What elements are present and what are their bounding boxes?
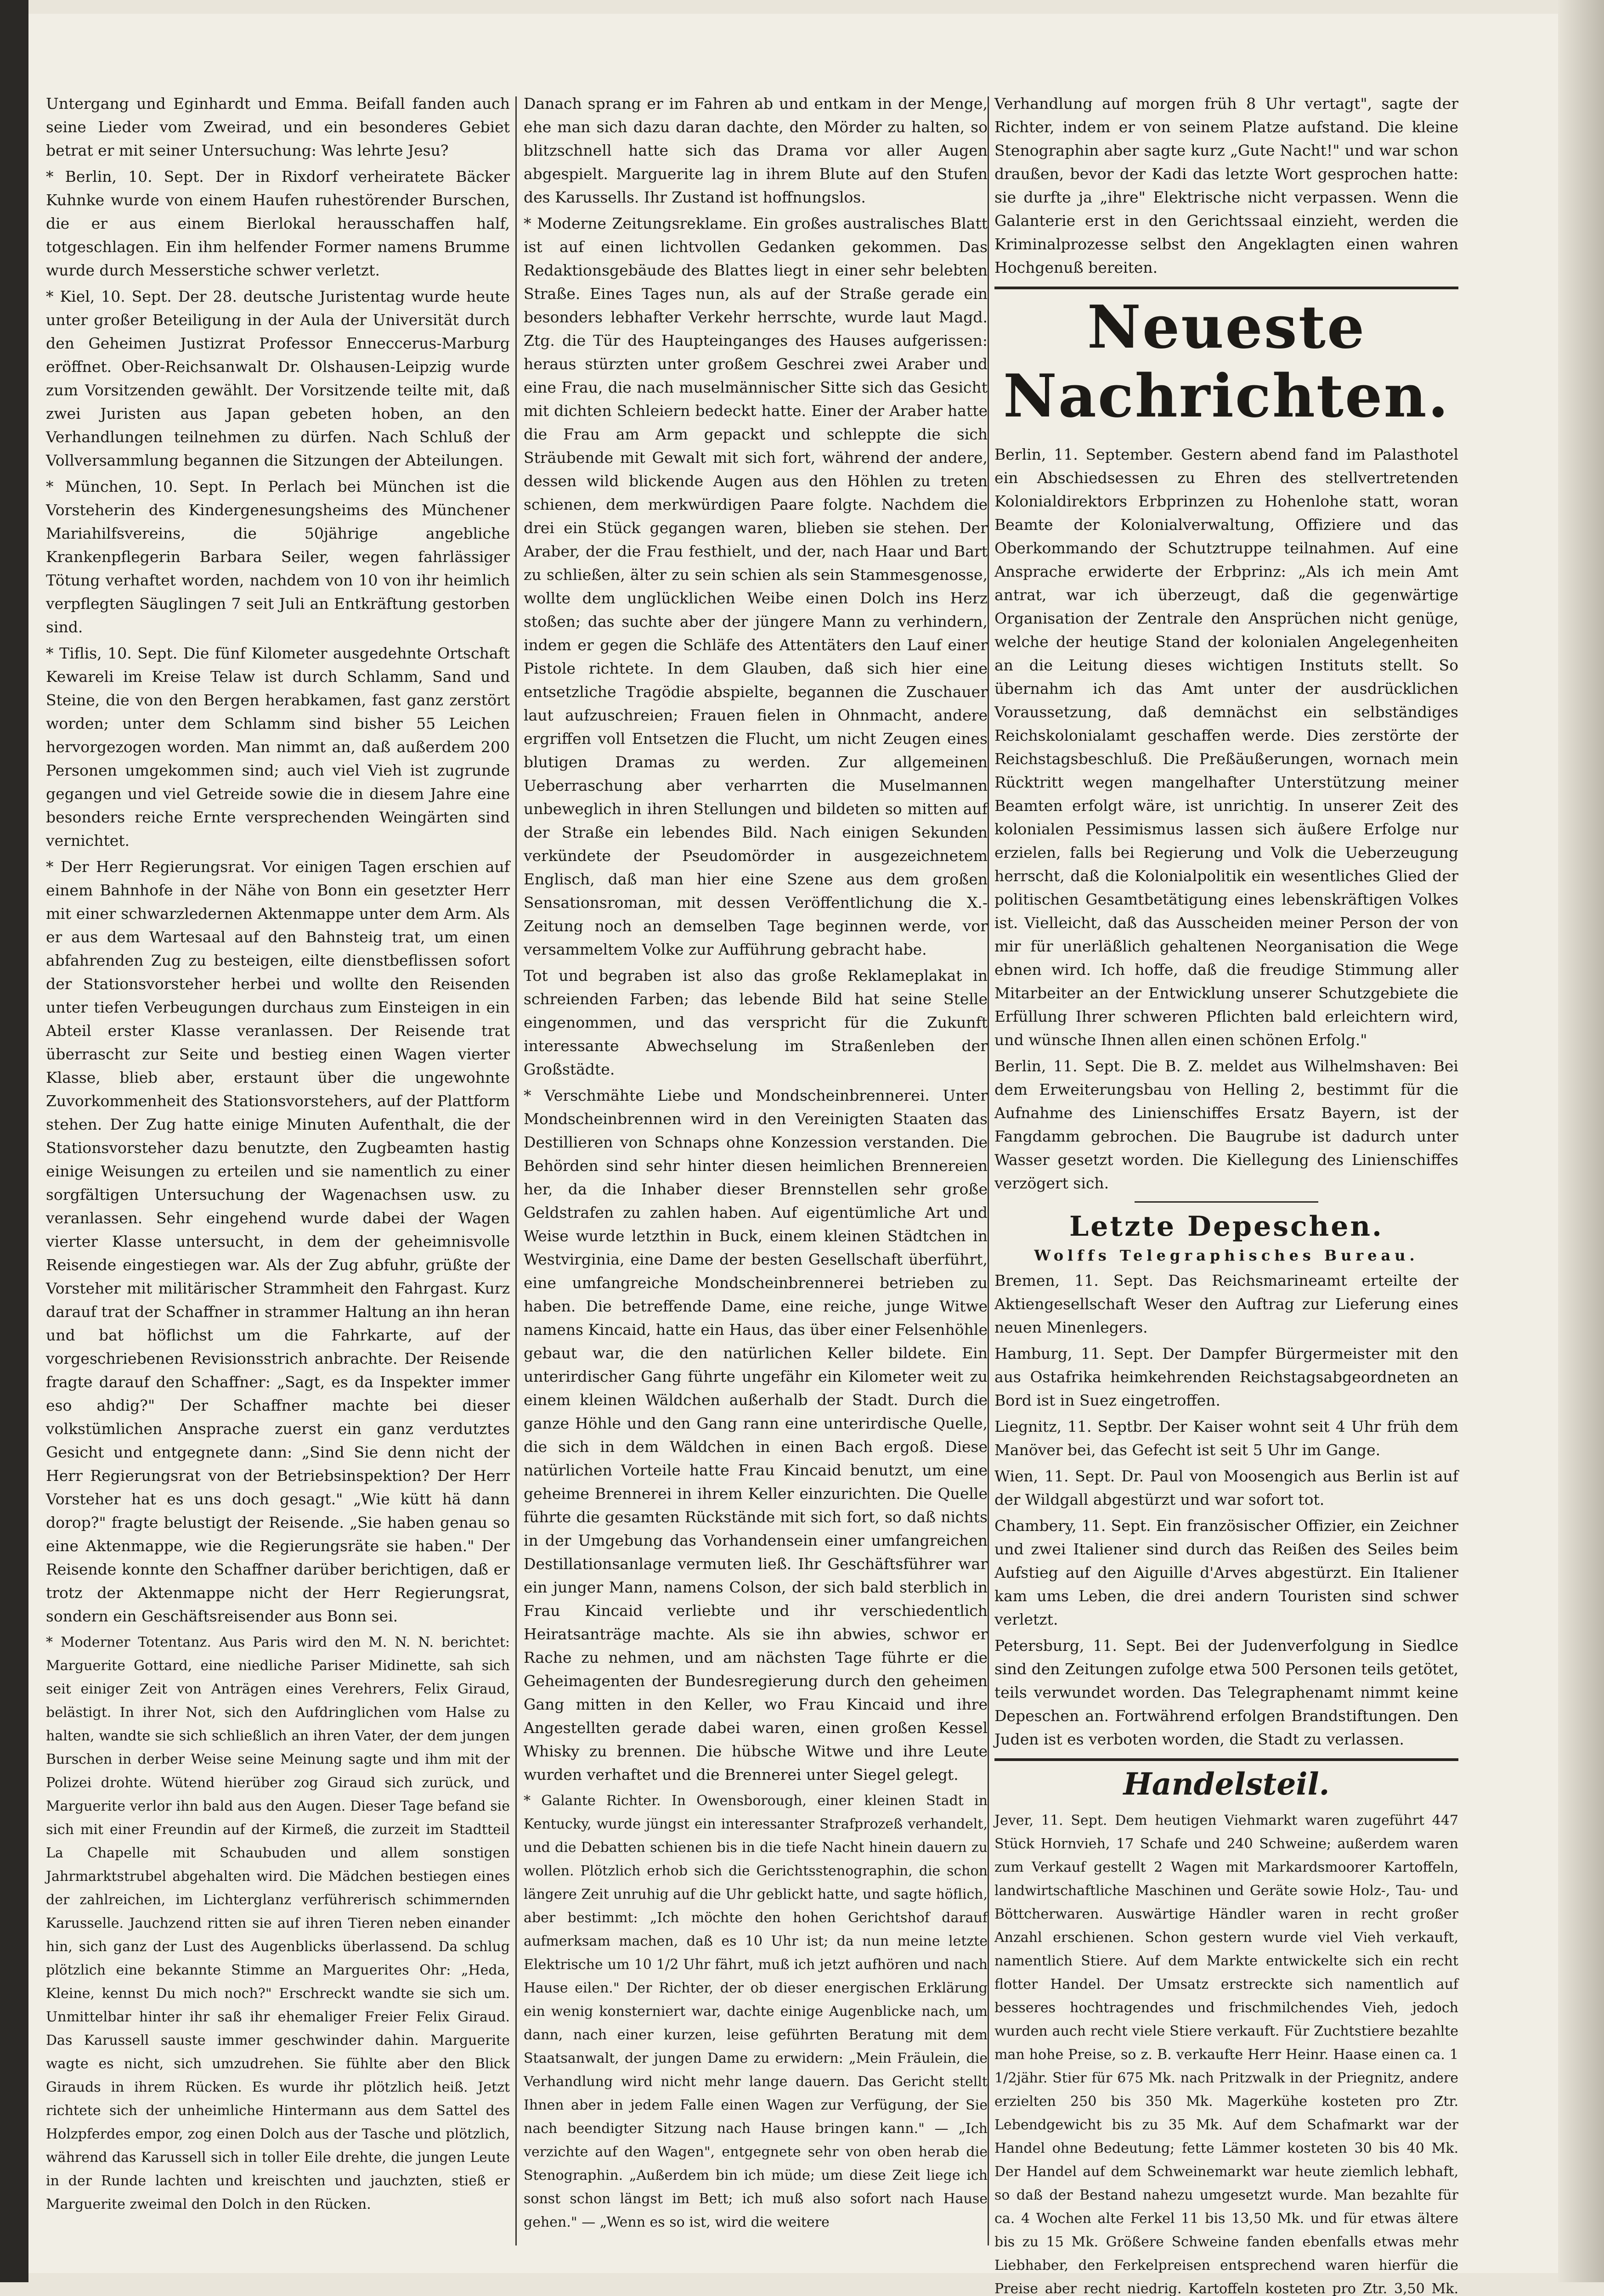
dispatch-item: Chambery, 11. Sept. Ein französischer Offizier, ein Zeichner und zwei Italiener sind durch das Reißen des Seiles beim Aufstieg auf den Aiguille d'Arves abgestürzt. Ein Italiener kam ums Leben, die drei andern Touristen sind schwer verletzt.	[994, 1517, 1458, 1628]
paragraph: Tot und begraben ist also das große Reklameplakat in schreienden Farben; das lebende Bild hat seine Stelle eingenommen, und das verspricht für die Zukunft interessante Abwechselung im Straßenleben der Großstädte.	[524, 967, 988, 1078]
dispatch-item: Petersburg, 11. Sept. Bei der Judenverfolgung in Siedlce sind den Zeitungen zufolge etwa 500 Personen teils getötet, teils verwundet worden. Das Telegraphenamt nimmt keine Depeschen an. Fortwährend erfolgen Brandstiftungen. Den Juden ist es verboten worden, die Stadt zu verlassen.	[994, 1637, 1458, 1748]
dispatch-item: Wien, 11. Sept. Dr. Paul von Moosengich aus Berlin ist auf der Wildgall abgestürzt und war sofort tot.	[994, 1467, 1458, 1508]
paragraph: Danach sprang er im Fahren ab und entkam in der Menge, ehe man sich dazu daran dachte, den Mörder zu halten, so blitzschnell hatte sich das Drama vor aller Augen abgespielt. Marguerite lag in ihrem Blute auf den Stufen des Karussells. Ihr Zustand ist hoffnungslos.	[524, 95, 988, 206]
column-rule-1	[515, 96, 517, 2245]
paragraph: * Tiflis, 10. Sept. Die fünf Kilometer ausgedehnte Ortschaft Kewareli im Kreise Telaw ist durch Schlamm, Sand und Steine, die von den Bergen herabkamen, fast ganz zerstört worden; unter dem Schlamm sind bisher 55 Leichen hervorgezogen worden. Man nimmt an, daß außerdem 200 Personen umgekommen sind; auch viel Vieh ist zugrunde gegangen und viel Getreide sowie die in diesem Jahre eine besonders reiche Ernte versprechenden Weingärten sind vernichtet.	[46, 644, 510, 850]
column-middle	[524, 92, 988, 2250]
dispatch-heading: Letzte Depeschen.	[1069, 1210, 1384, 1243]
paragraph: * München, 10. Sept. In Perlach bei München ist die Vorsteherin des Kindergenesungsheims des Münchener Mariahilfsvereins, die 50jährige angebliche Krankenpflegerin Barbara Seiler, wegen fahrlässiger Tötung verhaftet worden, nachdem von 10 von ihr heimlich verpflegten Säuglingen 7 seit Juli an Entkräftung gestorben sind.	[46, 478, 510, 636]
section-rule	[994, 1758, 1458, 1761]
paragraph: * Verschmähte Liebe und Mondscheinbrennerei. Unter Mondscheinbrennen wird in den Vereinigten Staaten das Destillieren von Schnaps ohne Konzession verstanden. Die Behörden sind sehr hinter diesen heimlichen Brennereien her, da die Inhaber dieser Brennstellen sehr große Geldstrafen zu zahlen haben. Auf eigentümliche Art und Weise wurde letzthin in Buck, einem kleinen Städtchen in Westvirginia, eine Dame der besten Gesellschaft überführt, eine umfangreiche Mondscheinbrennerei betrieben zu haben. Die betreffende Dame, eine reiche, junge Witwe namens Kincaid, hatte ein Haus, das über einer Felsenhöhle gebaut war, die den natürlichen Keller bildete. Ein unterirdischer Gang führte ungefähr ein Kilometer weit zu einem kleinen Wäldchen außerhalb der Stadt. Durch die ganze Höhle und den Gang rann eine unterirdische Quelle, die sich in dem Wäldchen in einen Bach ergoß. Diese natürlichen Vorteile hatte Frau Kincaid benutzt, um eine geheime Brennerei in ihrem Keller einzurichten. Die Quelle führte die gesamten Rückstände mit sich fort, so daß nichts in der Umgebung das Vorhandensein einer umfangreichen Destillationsanlage vermuten ließ. Ihr Geschäftsführer war ein junger Mann, namens Colson, der sich bald sterblich in Frau Kincaid verliebte und ihr verschiedentlich Heiratsanträge machte. Als sie ihn abwies, schwor er Rache zu nehmen, und am nächsten Tage führte er die Geheimagenten der Bundesregierung durch den geheimen Gang mitten in den Keller, wo Frau Kincaid und ihre Angestellten gerade dabei waren, einen großen Kessel Whisky zu brennen. Die hübsche Witwe und ihre Leute wurden verhaftet und die Brennerei unter Siegel gelegt.	[524, 1086, 988, 1784]
paragraph: * Moderne Zeitungsreklame. Ein großes australisches Blatt ist auf einen lichtvollen Gedanken gekommen. Das Redaktionsgebäude des Blattes liegt in einer sehr belebten Straße. Eines Tages nun, als auf der Straße gerade ein besonders lebhafter Verkehr herrschte, wurde laut Magd. Ztg. die Tür des Haupteinganges des Hauses aufgerissen: heraus stürzten unter großem Geschrei zwei Araber und eine Frau, die nach muselmännischer Sitte sich das Gesicht mit dichten Schleiern bedeckt hatte. Einer der Araber hatte die Frau am Arm gepackt und schleppte die sich Sträubende mit Gewalt mit sich fort, während der andere, dessen wild blickende Augen aus den Höhlen zu treten schienen, dem merkwürdigen Paare folgte. Nachdem die drei ein Stück gegangen waren, blieben sie stehen. Der Araber, der die Frau festhielt, und der, nach Haar und Bart zu schließen, älter zu sein schien als sein Stammesgenosse, wollte dem unglücklichen Weibe einen Dolch ins Herz stoßen; das suchte aber der jüngere Mann zu verhindern, indem er gegen die Schläfe des Attentäters den Lauf einer Pistole richtete. In dem Glauben, daß sich hier eine entsetzliche Tragödie abspielte, begannen die Zuschauer laut aufzuschreien; Frauen fielen in Ohnmacht, andere ergriffen voll Entsetzen die Flucht, um nicht Zeugen eines blutigen Dramas zu werden. Zur allgemeinen Ueberraschung aber verharrten die Muselmannen unbeweglich in ihren Stellungen und bildeten so mitten auf der Straße ein lebendes Bild. Nach einigen Sekunden verkündete der Pseudomörder in ausgezeichnetem Englisch, daß man hier eine Szene aus dem großen Sensationsroman, mit dessen Veröffentlichung die X.-Zeitung noch an demselben Tage beginnen werde, vor versammeltem Volke zur Aufführung gebracht habe.	[524, 214, 988, 958]
page-edge-shadow	[1558, 0, 1604, 2282]
news-item: Berlin, 11. September. Gestern abend fand im Palasthotel ein Abschiedsessen zu Ehren des stellvertretenden Kolonialdirektors Erbprinzen zu Hohenlohe statt, woran Beamte der Kolonialverwaltung, Offiziere und das Oberkommando der Schutztruppe teilnahmen. Auf eine Ansprache erwiderte der Erbprinz: „Als ich mein Amt antrat, war ich überzeugt, daß die gegenwärtige Organisation der Zentrale den Ansprüchen nicht genüge, welche der heutige Stand der kolonialen Angelegenheiten an die Leitung dieses wichtigen Instituts stellt. So übernahm ich das Amt unter der ausdrücklichen Voraussetzung, daß demnächst ein selbständiges Reichskolonialamt geschaffen werde. Dies zerstörte der Reichstagsbeschluß. Die Preßäußerungen, wornach mein Rücktritt wegen mangelhafter Unterstützung meiner Beamten erfolgt wäre, ist unrichtig. In unserer Zeit des kolonialen Pessimismus lassen sich äußere Erfolge nur erzielen, falls bei Regierung und Volk die Ueberzeugung herrscht, daß die Kolonialpolitik ein wesentliches Glied der politischen Gesamtbetätigung eines lebenskräftigen Volkes ist. Vielleicht, daß das Ausscheiden meiner Person der von mir für unerläßlich gehaltenen Neorganisation die Wege ebnen wird. Ich hoffe, daß die freudige Stimmung aller Mitarbeiter an der Entwicklung unserer Schutzgebiete die Erfüllung Ihrer schweren Pflichten bald erleichtern wird, und wünsche Ihnen allen einen schönen Erfolg."	[994, 445, 1458, 1049]
trade-heading: Handelsteil.	[1123, 1766, 1330, 1802]
column-left	[46, 92, 510, 2250]
paragraph: * Der Herr Regierungsrat. Vor einigen Tagen erschien auf einem Bahnhofe in der Nähe von Bonn ein gesetzter Herr mit einer schwarzledernen Aktenmappe unter dem Arm. Als er aus dem Wartesaal auf den Bahnsteig trat, um einen abfahrenden Zug zu besteigen, eilte dienstbeflissen sofort der Stationsvorsteher herbei und wollte den Reisenden unter tiefen Verbeugungen durchaus zum Einsteigen in ein Abteil erster Klasse veranlassen. Der Reisende trat überrascht zur Seite und bestieg einen Wagen vierter Klasse, blieb aber, erstaunt über die ungewohnte Zuvorkommenheit des Stationsvorstehers, auf der Plattform stehen. Der Zug hatte einige Minuten Aufenthalt, die der Stationsvorsteher dazu benutzte, den Zugbeamten hastig einige Weisungen zu erteilen und sie namentlich zu einer sorgfältigen Untersuchung der Wagenachsen usw. zu veranlassen. Sehr eingehend wurde dabei der Wagen vierter Klasse untersucht, in dem der geheimnisvolle Reisende eingestiegen war. Als der Zug abfuhr, grüßte der Vorsteher mit militärischer Strammheit den Fahrgast. Kurz darauf trat der Schaffner in strammer Haltung an ihn heran und bat höflichst um die Fahrkarte, auf der vorgeschriebenen Revisionsstrich anbrachte. Der Reisende fragte darauf den Schaffner: „Sagt, es da Inspekter immer eso ahdig?" Der Schaffner machte bei dieser volkstümlichen Ansprache zuerst ein ganz verdutztes Gesicht und entgegnete dann: „Sind Sie denn nicht der Herr Regierungsrat von der Betriebsinspektion? Der Herr Vorsteher hat es uns doch gesagt." „Wie kütt hä dann dorop?" fragte belustigt der Reisende. „Sie haben genau so eine Aktenmappe, wie die Regierungsräte sie haben." Der Reisende konnte den Schaffner darüber berichtigen, daß er trotz der Aktenmappe nicht der Herr Regierungsrat, sondern ein Geschäftsreisender aus Bonn sei.	[46, 858, 510, 1625]
paragraph: * Kiel, 10. Sept. Der 28. deutsche Juristentag wurde heute unter großer Beteiligung in der Aula der Universität durch den Geheimen Justizrat Professor Enneccerus-Marburg eröffnet. Ober-Reichsanwalt Dr. Olshausen-Leipzig wurde zum Vorsitzenden gewählt. Der Vorsitzende teilte mit, daß zwei Juristen aus Japan gebeten hoben, an den Verhandlungen teilnehmen zu dürfen. Nach Schluß der Vollversammlung begannen die Sitzungen der Abteilungen.	[46, 287, 510, 469]
dispatch-bureau: Wolffs Telegraphisches Bureau.	[1034, 1247, 1419, 1264]
paragraph: Verhandlung auf morgen früh 8 Uhr vertagt", sagte der Richter, indem er von seinem Platze aufstand. Die kleine Stenographin aber sagte kurz „Gute Nacht!" und war schon draußen, bevor der Kadi das letzte Wort gesprochen hatte: sie durfte ja „ihre" Elektrische nicht verpassen. Wenn die Galanterie erst in den Gerichtssaal einzieht, werden die Kriminalprozesse selbst den Angeklagten einen wahren Hochgenuß bereiten.	[994, 95, 1458, 276]
column-right	[994, 92, 1458, 2296]
paragraph: * Berlin, 10. Sept. Der in Rixdorf verheiratete Bäcker Kuhnke wurde von einem Haufen ruhestörender Burschen, die er aus einem Bierlokal herausschaffen half, totgeschlagen. Ein ihm helfender Former namens Brumme wurde durch Messerstiche schwer verletzt.	[46, 168, 510, 279]
trade-item: Jever, 11. Sept. Dem heutigen Viehmarkt waren zugeführt 447 Stück Hornvieh, 17 Schafe und 240 Schweine; außerdem waren zum Verkauf gestellt 2 Wagen mit Markardsmoorer Kartoffeln, landwirtschaftliche Maschinen und Geräte sowie Holz-, Tau- und Böttcherwaren. Auswärtige Händler waren in recht großer Anzahl erschienen. Schon gestern wurde viel Vieh verkauft, namentlich Stiere. Auf dem Markte entwickelte sich ein recht flotter Handel. Der Umsatz erstreckte sich namentlich auf besseres hochtragendes und frischmilchendes Vieh, jedoch wurden auch recht viele Stiere verkauft. Für Zuchtstiere bezahlte man hohe Preise, so z. B. verkaufte Herr Heinr. Haase einen ca. 1 1/2jähr. Stier für 675 Mk. nach Pritzwalk in der Priegnitz, andere erzielten 250 bis 350 Mk. Magerkühe kosteten pro Ztr. Lebendgewicht bis zu 35 Mk. Auf dem Schafmarkt war der Handel ohne Bedeutung; fette Lämmer kosteten 30 bis 40 Mk. Der Handel auf dem Schweinemarkt war heute ziemlich lebhaft, so daß der Bestand nahezu umgesetzt wurde. Man bezahlte für ca. 4 Wochen alte Ferkel 11 bis 13,50 Mk. und für etwas ältere bis zu 15 Mk. Größere Schweine fanden ebenfalls etwas mehr Liebhaber, den Ferkelpreisen entsprechend waren hierfür die Preise aber recht niedrig. Kartoffeln kosteten pro Ztr. 3,50 Mk.	[994, 1812, 1458, 2296]
divider	[1135, 1201, 1318, 1203]
dispatch-item: Liegnitz, 11. Septbr. Der Kaiser wohnt seit 4 Uhr früh dem Manöver bei, das Gefecht ist seit 5 Uhr im Gange.	[994, 1418, 1458, 1459]
dispatch-item: Bremen, 11. Sept. Das Reichsmarineamt erteilte der Aktiengesellschaft Weser den Auftrag zur Lieferung eines neuen Minenlegers.	[994, 1272, 1458, 1336]
paragraph: * Moderner Totentanz. Aus Paris wird den M. N. N. berichtet: Marguerite Gottard, eine niedliche Pariser Midinette, sah sich seit einiger Zeit von Anträgen eines Verehrers, Felix Giraud, belästigt. In ihrer Not, sich den Aufdringlichen vom Halse zu halten, wandte sie sich schließlich an ihren Vater, der dem jungen Burschen in derber Weise seine Meinung sagte und ihm mit der Polizei drohte. Wütend hierüber zog Giraud sich zurück, und Marguerite verlor ihn bald aus den Augen. Dieser Tage befand sie sich mit einer Freundin auf der Kirmeß, die zurzeit im Stadtteil La Chapelle mit Schaubuden und allem sonstigen Jahrmarktstrubel abgehalten wird. Die Mädchen bestiegen eines der zahlreichen, im Lichterglanz verführerisch schimmernden Karusselle. Jauchzend ritten sie auf ihren Tieren neben einander hin, sich ganz der Lust des Augenblicks überlassend. Da schlug plötzlich eine bekannte Stimme an Marguerites Ohr: „Heda, Kleine, kennst Du mich noch?" Erschreckt wandte sie sich um. Unmittelbar hinter ihr saß ihr ehemaliger Freier Felix Giraud. Das Karussell sauste immer geschwinder dahin. Marguerite wagte es nicht, sich umzudrehen. Sie fühlte aber den Blick Girauds in ihrem Rücken. Es wurde ihr plötzlich heiß. Jetzt richtete sich der unheimliche Hintermann aus dem Sattel des Holzpferdes empor, zog einen Dolch aus der Tasche und plötzlich, während das Karussell sich in toller Eile drehte, die jungen Leute in der Runde lachten und kreischten und jauchzten, stieß er Marguerite zweimal den Dolch in den Rücken.	[46, 1634, 510, 2212]
column-rule-2	[988, 96, 989, 2245]
paragraph: * Galante Richter. In Owensborough, einer kleinen Stadt in Kentucky, wurde jüngst ein interessanter Strafprozeß verhandelt, und die Debatten schienen bis in die tiefe Nacht hinein dauern zu wollen. Plötzlich erhob sich die Gerichtsstenographin, die schon längere Zeit unruhig auf die Uhr geblickt hatte, und sagte höflich, aber bestimmt: „Ich möchte den hohen Gerichtshof darauf aufmerksam machen, daß es 10 Uhr ist; da nun meine letzte Elektrische um 10 1/2 Uhr fährt, muß ich jetzt aufhören und nach Hause eilen." Der Richter, der ob dieser energischen Erklärung ein wenig konsterniert war, dachte einige Augenblicke nach, um dann, nach einer kurzen, leise geführten Beratung mit dem Staatsanwalt, der jungen Dame zu erwidern: „Mein Fräulein, die Verhandlung wird nicht mehr lange dauern. Das Gericht stellt Ihnen aber in jedem Falle einen Wagen zur Verfügung, der Sie nach beendigter Sitzung nach Hause bringen kann." — „Ich verzichte auf den Wagen", entgegnete sehr von oben herab die Stenographin. „Außerdem bin ich müde; um diese Zeit liege ich sonst schon längst im Bett; ich muß also sofort nach Hause gehen." — „Wenn es so ist, wird die weitere	[524, 1793, 988, 2230]
section-rule	[994, 287, 1458, 289]
paragraph: Untergang und Eginhardt und Emma. Beifall fanden auch seine Lieder vom Zweirad, und ein besonderes Gebiet betrat er mit seiner Untersuchung: Was lehrte Jesu?	[46, 95, 510, 159]
binding-edge	[0, 0, 28, 2282]
dispatch-item: Hamburg, 11. Sept. Der Dampfer Bürgermeister mit den aus Ostafrika heimkehrenden Reichstagsabgeordneten an Bord ist in Suez eingetroffen.	[994, 1345, 1458, 1409]
news-heading: Neueste Nachrichten.	[1003, 293, 1450, 431]
news-item: Berlin, 11. Sept. Die B. Z. meldet aus Wilhelmshaven: Bei dem Erweiterungsbau von Helling 2, bestimmt für die Aufnahme des Linienschiffes Ersatz Bayern, ist der Fangdamm gebrochen. Die Baugrube ist dadurch unter Wasser gesetzt worden. Die Kiellegung des Linienschiffes verzögert sich.	[994, 1057, 1458, 1192]
